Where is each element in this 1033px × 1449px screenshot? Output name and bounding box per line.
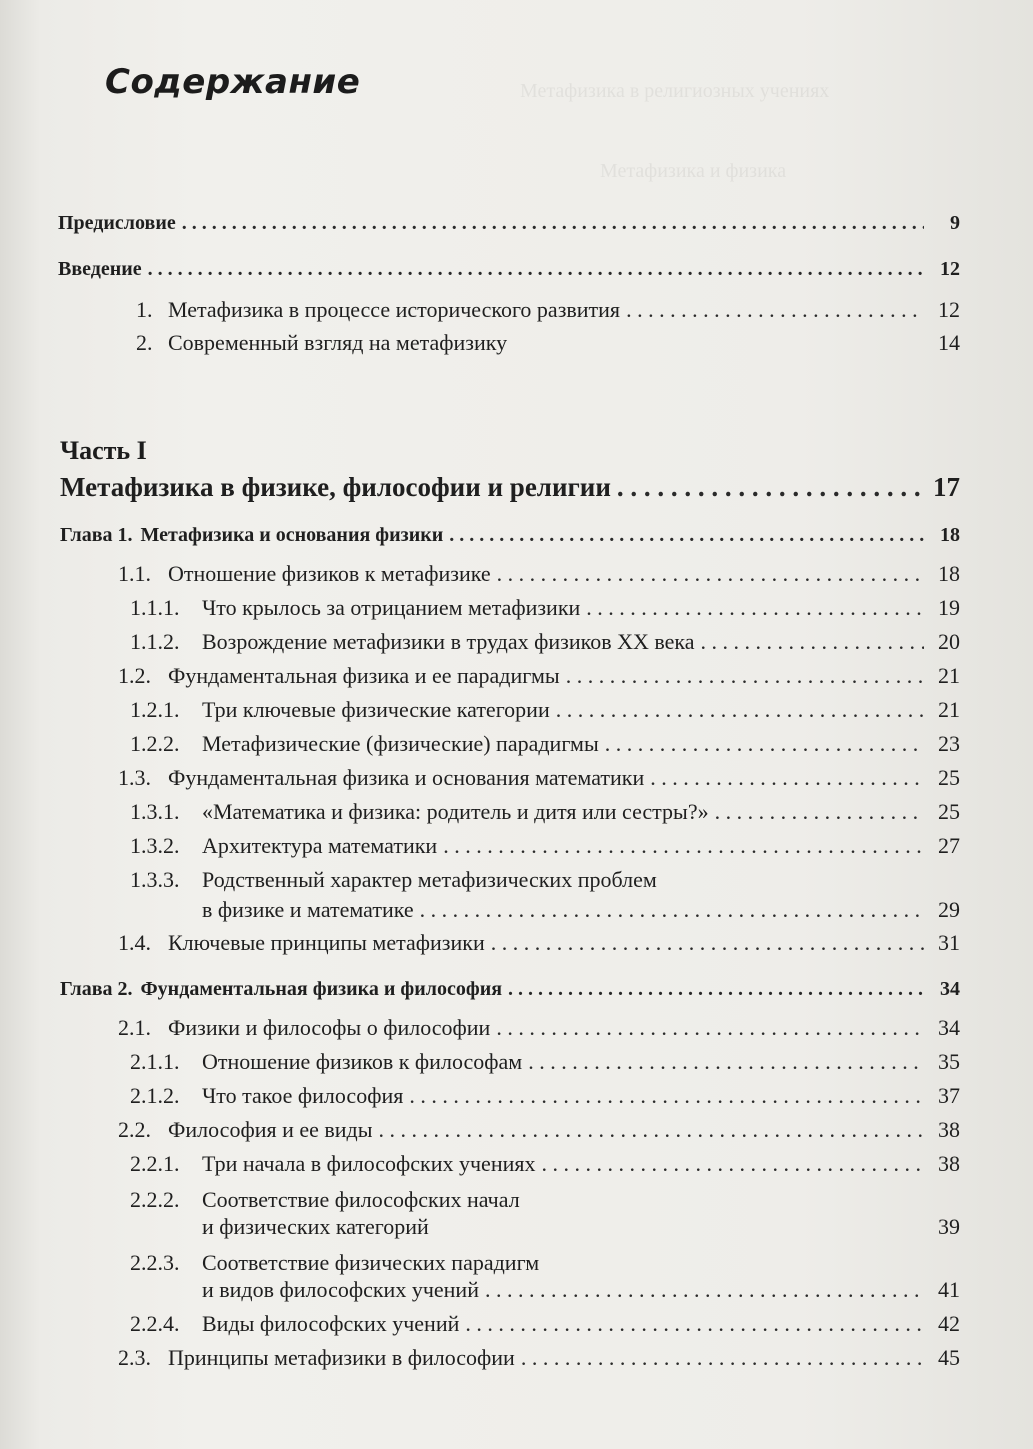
entry-number: 2.2.1. bbox=[130, 1151, 180, 1176]
entry-page: 38 bbox=[938, 1151, 960, 1176]
entry-number: 1.3.1. bbox=[130, 799, 180, 824]
leader-dots bbox=[521, 1345, 924, 1371]
leader-dots bbox=[465, 1311, 924, 1337]
toc-entry-2-1[interactable] bbox=[118, 1015, 960, 1041]
entry-title: Введение bbox=[58, 258, 142, 280]
entry-number: 2.3. bbox=[118, 1345, 151, 1370]
show-through-text: Метафизика в религиозных учениях bbox=[520, 80, 830, 102]
entry-page: 35 bbox=[938, 1049, 960, 1074]
entry-title: Современный взгляд на метафизику bbox=[168, 330, 508, 355]
leader-dots bbox=[409, 1083, 924, 1109]
entry-number: 2. bbox=[136, 330, 153, 355]
toc-entry-1-2-2[interactable] bbox=[130, 731, 960, 757]
toc-entry-2-2-1[interactable] bbox=[130, 1151, 960, 1177]
toc-entry-chapter-1[interactable] bbox=[60, 524, 960, 547]
entry-page: 18 bbox=[940, 524, 960, 546]
entry-number: 2.2.4. bbox=[130, 1311, 180, 1336]
toc-entry-1-1-1[interactable] bbox=[130, 595, 960, 621]
leader-dots bbox=[626, 297, 924, 323]
toc-entry-2-3[interactable] bbox=[118, 1345, 960, 1371]
entry-number: 1.3.2. bbox=[130, 833, 180, 858]
part-label: Часть I bbox=[60, 436, 147, 465]
leader-dots bbox=[541, 1151, 924, 1177]
entry-number: Глава 1. bbox=[60, 524, 133, 546]
entry-page: 27 bbox=[938, 833, 960, 858]
entry-number: 1. bbox=[136, 297, 153, 322]
entry-page: 20 bbox=[938, 629, 960, 654]
entry-title: Философия и ее виды bbox=[168, 1117, 373, 1142]
entry-page: 41 bbox=[938, 1277, 960, 1302]
entry-number: 2.2.3. bbox=[130, 1250, 180, 1275]
entry-number: 1.3. bbox=[118, 765, 151, 790]
toc-entry-2-1-2[interactable] bbox=[130, 1083, 960, 1109]
entry-title: Фундаментальная физика и основания математики bbox=[168, 765, 645, 790]
entry-title: Три начала в философских учениях bbox=[202, 1151, 536, 1176]
entry-number: 1.1. bbox=[118, 561, 151, 586]
toc-entry-1-4[interactable] bbox=[118, 930, 960, 956]
leader-dots bbox=[485, 1277, 924, 1303]
leader-dots bbox=[701, 629, 925, 655]
toc-entry-2-2-3-line1[interactable] bbox=[130, 1250, 539, 1276]
leader-dots bbox=[496, 1015, 924, 1041]
entry-page: 25 bbox=[938, 765, 960, 790]
show-through-text: Метафизика и физика bbox=[600, 160, 787, 182]
entry-title-line2: в физике и математике bbox=[202, 897, 414, 922]
entry-page: 29 bbox=[938, 897, 960, 922]
leader-dots bbox=[715, 799, 924, 825]
entry-title: Предисловие bbox=[58, 212, 176, 234]
toc-entry-intro-2[interactable] bbox=[136, 330, 960, 356]
toc-entry-2-2-2-line1[interactable] bbox=[130, 1187, 520, 1213]
entry-page: 34 bbox=[938, 1015, 960, 1040]
entry-title: Что такое философия bbox=[202, 1083, 404, 1108]
entry-title: Виды философских учений bbox=[202, 1311, 460, 1336]
entry-title: Ключевые принципы метафизики bbox=[168, 930, 485, 955]
entry-number: 1.1.1. bbox=[130, 595, 180, 620]
leader-dots bbox=[420, 897, 924, 923]
entry-title-line2: и видов философских учений bbox=[202, 1277, 479, 1302]
toc-entry-1-3-3-line1[interactable] bbox=[130, 867, 657, 893]
entry-page: 37 bbox=[938, 1083, 960, 1108]
leader-dots bbox=[617, 472, 924, 503]
leader-dots bbox=[443, 833, 924, 859]
entry-page: 21 bbox=[938, 663, 960, 688]
leader-dots bbox=[586, 595, 924, 621]
entry-page: 18 bbox=[938, 561, 960, 586]
entry-number: 2.1.2. bbox=[130, 1083, 180, 1108]
toc-entry-1-2[interactable] bbox=[118, 663, 960, 689]
entry-title-line1: Соответствие философских начал bbox=[202, 1187, 520, 1212]
leader-dots bbox=[379, 1117, 924, 1143]
entry-number: 2.1.1. bbox=[130, 1049, 180, 1074]
entry-number: 1.1.2. bbox=[130, 629, 180, 654]
entry-title: Метафизика в процессе исторического развития bbox=[168, 297, 621, 322]
entry-page: 25 bbox=[938, 799, 960, 824]
toc-entry-1-3-3[interactable] bbox=[202, 897, 960, 923]
entry-page: 23 bbox=[938, 731, 960, 756]
leader-dots bbox=[497, 561, 924, 587]
entry-title: Возрождение метафизики в трудах физиков XX века bbox=[202, 629, 695, 654]
toc-entry-1-2-1[interactable] bbox=[130, 697, 960, 723]
toc-entry-1-3-2[interactable] bbox=[130, 833, 960, 859]
toc-entry-2-2-3[interactable] bbox=[202, 1277, 960, 1303]
entry-number: Глава 2. bbox=[60, 978, 133, 1000]
leader-dots bbox=[605, 731, 924, 757]
entry-title: Фундаментальная физика и ее парадигмы bbox=[168, 663, 560, 688]
entry-title-line2: и физических категорий bbox=[202, 1214, 429, 1239]
toc-entry-1-1[interactable] bbox=[118, 561, 960, 587]
entry-title-line1: Родственный характер метафизических проблем bbox=[202, 867, 657, 892]
leader-dots bbox=[148, 258, 924, 281]
entry-page: 9 bbox=[950, 212, 960, 234]
entry-page: 42 bbox=[938, 1311, 960, 1336]
entry-title: Архитектура математики bbox=[202, 833, 438, 858]
toc-entry-1-1-2[interactable] bbox=[130, 629, 960, 655]
entry-page: 38 bbox=[938, 1117, 960, 1142]
entry-title: Отношение физиков к философам bbox=[202, 1049, 523, 1074]
entry-number: 1.4. bbox=[118, 930, 151, 955]
leader-dots bbox=[566, 663, 924, 689]
entry-number: 2.2.2. bbox=[130, 1187, 180, 1212]
toc-entry-1-3-1[interactable] bbox=[130, 799, 960, 825]
entry-page: 34 bbox=[940, 978, 960, 1000]
leader-dots bbox=[449, 524, 924, 547]
entry-page: 12 bbox=[940, 258, 960, 280]
entry-title: Метафизические (физические) парадигмы bbox=[202, 731, 599, 756]
entry-number: 2.2. bbox=[118, 1117, 151, 1142]
leader-dots bbox=[182, 212, 924, 235]
entry-number: 1.2. bbox=[118, 663, 151, 688]
leader-dots bbox=[556, 697, 924, 723]
entry-title: Три ключевые физические категории bbox=[202, 697, 550, 722]
entry-title: Метафизика и основания физики bbox=[140, 524, 444, 546]
toc-entry-chapter-2[interactable] bbox=[60, 978, 960, 1001]
leader-dots bbox=[650, 765, 924, 791]
entry-title: Фундаментальная физика и философия bbox=[140, 978, 503, 1000]
leader-dots bbox=[491, 930, 924, 956]
entry-number: 1.2.1. bbox=[130, 697, 180, 722]
entry-number: 1.2.2. bbox=[130, 731, 180, 756]
entry-title: Отношение физиков к метафизике bbox=[168, 561, 491, 586]
toc-entry-2-2[interactable] bbox=[118, 1117, 960, 1143]
entry-page: 12 bbox=[938, 297, 960, 322]
entry-page: 14 bbox=[938, 330, 960, 355]
toc-entry-1-3[interactable] bbox=[118, 765, 960, 791]
toc-entry-preface[interactable] bbox=[58, 212, 960, 235]
entry-title: Метафизика в физике, философии и религии bbox=[60, 472, 611, 502]
toc-entry-part-1[interactable] bbox=[60, 472, 960, 503]
entry-title: Физики и философы о философии bbox=[168, 1015, 491, 1040]
entry-number: 2.1. bbox=[118, 1015, 151, 1040]
toc-heading: Содержание bbox=[105, 62, 361, 102]
entry-page: 17 bbox=[933, 472, 960, 502]
toc-entry-introduction[interactable] bbox=[58, 258, 960, 281]
toc-entry-2-2-4[interactable] bbox=[130, 1311, 960, 1337]
entry-page: 39 bbox=[938, 1214, 960, 1239]
entry-title-line1: Соответствие физических парадигм bbox=[202, 1250, 540, 1275]
entry-title: «Математика и физика: родитель и дитя или сестры?» bbox=[202, 799, 709, 824]
toc-entry-2-2-2[interactable] bbox=[202, 1214, 960, 1240]
leader-dots bbox=[508, 978, 924, 1001]
leader-dots bbox=[528, 1049, 924, 1075]
entry-page: 21 bbox=[938, 697, 960, 722]
entry-page: 31 bbox=[938, 930, 960, 955]
entry-page: 45 bbox=[938, 1345, 960, 1370]
entry-page: 19 bbox=[938, 595, 960, 620]
toc-entry-intro-1[interactable] bbox=[136, 297, 960, 323]
entry-number: 1.3.3. bbox=[130, 867, 180, 892]
entry-title: Что крылось за отрицанием метафизики bbox=[202, 595, 581, 620]
entry-title: Принципы метафизики в философии bbox=[168, 1345, 515, 1370]
toc-entry-2-1-1[interactable] bbox=[130, 1049, 960, 1075]
